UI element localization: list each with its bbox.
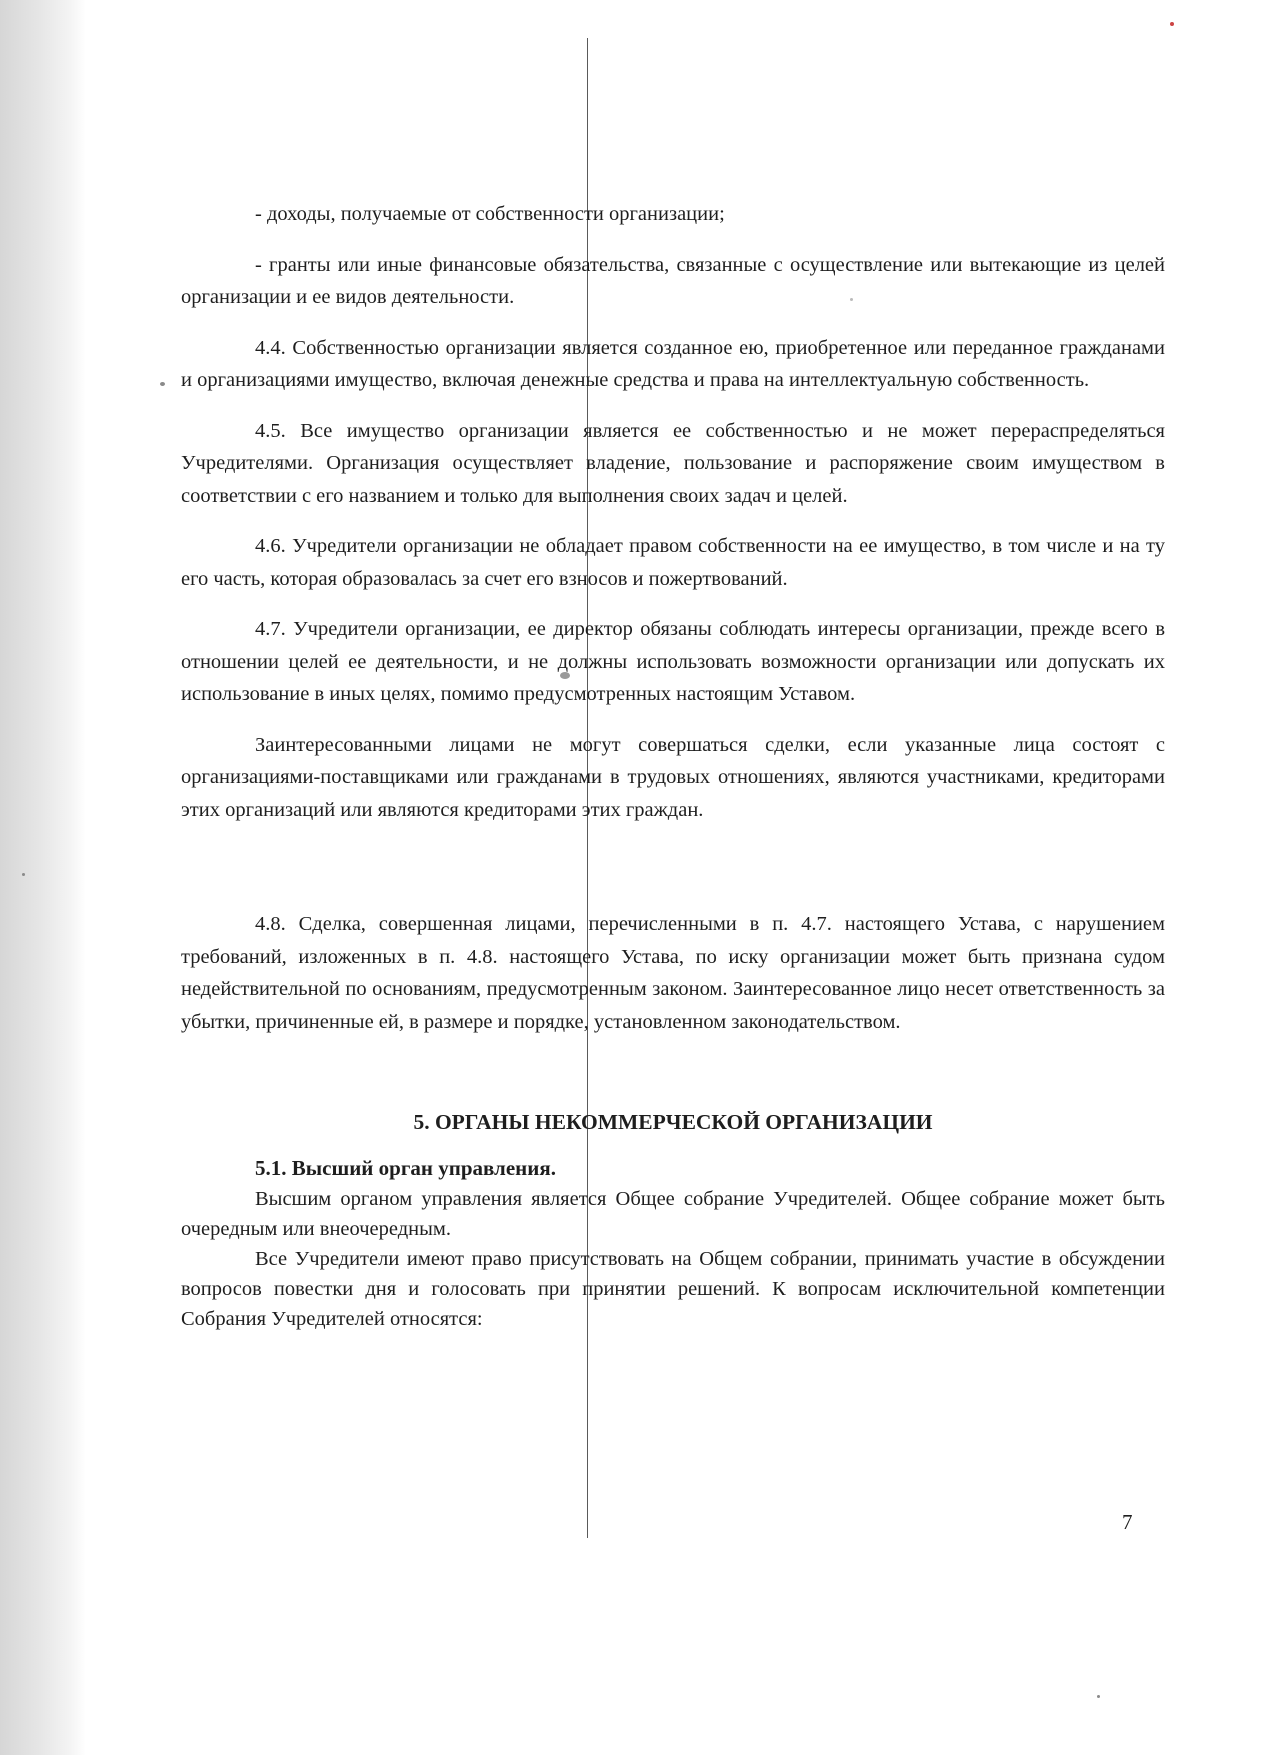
paragraph: - доходы, получаемые от собственности организации; — [255, 203, 725, 225]
paragraph: Высшим органом управления является Общее собрание Учредителей. Общее собрание может быть очередным или внеочередным. — [181, 1188, 1165, 1240]
paragraph: Все Учредители имеют право присутствовать на Общем собрании, принимать участие в обсуждении вопросов повестки дня и голосовать при принятии решений. К вопросам исключительной компетенции Собрания Учредителей относятся: — [181, 1248, 1165, 1330]
paragraph: 4.4. Собственностью организации является созданное ею, приобретенное или переданное гражданами и организациями имущество, включая денежные средства и права на интеллектуальную собственность. — [181, 336, 1165, 391]
scan-speck — [22, 873, 25, 876]
paragraph: Заинтересованными лицами не могут совершаться сделки, если указанные лица состоят с организациями-поставщиками или гражданами в трудовых отношениях, являются участниками, кредиторами этих организаций или являются кредиторами этих граждан. — [181, 733, 1165, 821]
paragraph: 4.7. Учредители организации, ее директор обязаны соблюдать интересы организации, прежде всего в отношении целей ее деятельности, и не должны использовать возможности организации или допускать их использование в иных целях, помимо предусмотренных настоящим Уставом. — [181, 618, 1165, 705]
scan-speck — [1097, 1695, 1100, 1698]
page-number: 7 — [1122, 1510, 1133, 1534]
scan-edge-shadow — [0, 0, 86, 1755]
paragraph: - гранты или иные финансовые обязательства, связанные с осуществление или вытекающие из целей организации и ее видов деятельности. — [181, 253, 1165, 308]
scan-speck — [160, 382, 165, 386]
paragraph: 4.5. Все имущество организации является ее собственностью и не может перераспределяться Учредителями. Организация осуществляет владение, пользование и распоряжение своим имуществом в соответствии с его названием и только для выполнения своих задач и целей. — [181, 419, 1165, 507]
subsection-heading: 5.1. Высший орган управления. — [255, 1156, 556, 1180]
document-body — [181, 198, 1165, 1334]
section-heading: 5. ОРГАНЫ НЕКОММЕРЧЕСКОЙ ОРГАНИЗАЦИИ — [413, 1110, 933, 1134]
paragraph: 4.6. Учредители организации не обладает правом собственности на ее имущество, в том числе и на ту его часть, которая образовалась за счет его взносов и пожертвований. — [181, 535, 1165, 590]
paragraph: 4.8. Сделка, совершенная лицами, перечисленными в п. 4.7. настоящего Устава, с нарушением требований, изложенных в п. 4.8. настоящего Устава, по иску организации может быть признана судом недействительной по основаниям, предусмотренным законом. Заинтересованное лицо несет ответственность за убытки, причиненные ей, в размере и порядке, установленном законодательством. — [181, 913, 1165, 1033]
scan-speck — [1170, 22, 1174, 26]
